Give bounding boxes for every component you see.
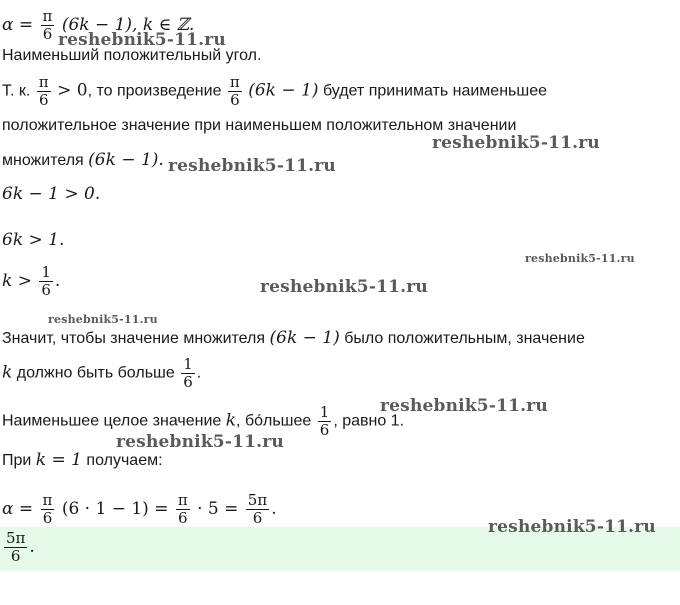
fraction-pi-6: $\frac{\pi}{6}$ <box>177 491 188 527</box>
watermark: reshebnik5-11.ru <box>525 252 635 265</box>
watermark: reshebnik5-11.ru <box>380 396 548 416</box>
answer-value: $\frac{5\pi}{6}$ . <box>6 529 35 565</box>
fraction-1-6: $\frac{1}{6}$ <box>183 355 193 391</box>
text-therefore: Значит, чтобы значение множителя (6k − 1) было положительным, значение <box>2 328 585 348</box>
inequality-6k: 6k > 1. <box>2 230 65 250</box>
fraction-pi-6: $\frac{\pi}{6}$ <box>229 73 240 109</box>
text-smallest-integer: Наименьшее целое значение k, бо́льшее $\frac{1}{6}$ , равно 1. <box>2 403 405 439</box>
fraction-pi-6: $\frac{\pi}{6}$ <box>38 73 49 109</box>
fraction-5pi-6: $\frac{5\pi}{6}$ <box>6 529 26 565</box>
fraction-pi-6: $\frac{\pi}{6}$ <box>42 7 53 43</box>
line-alpha-general: α = $\frac{\pi}{6}$ (6k − 1), k ∈ ℤ. <box>2 7 195 43</box>
watermark: reshebnik5-11.ru <box>116 432 284 452</box>
fraction-1-6: $\frac{1}{6}$ <box>319 403 330 439</box>
text-k-greater: k должно быть больше $\frac{1}{6}$ . <box>2 355 202 391</box>
watermark: reshebnik5-11.ru <box>48 313 158 326</box>
fraction-pi-6: $\frac{\pi}{6}$ <box>42 491 53 527</box>
text-positive-value: положительное значение при наименьшем положительном значении <box>2 117 517 134</box>
text-smallest-positive-angle: Наименьший положительный угол. <box>2 47 262 64</box>
inequality-k: k > $\frac{1}{6}$ . <box>2 263 61 299</box>
line-multiplier: множителя (6k − 1). <box>2 150 164 170</box>
line-alpha-calculation: α = $\frac{\pi}{6}$ (6 · 1 − 1) = $\frac{\pi}{6}$ · 5 = $\frac{5\pi}{6}$ . <box>2 491 277 527</box>
watermark: reshebnik5-11.ru <box>432 133 600 153</box>
watermark: reshebnik5-11.ru <box>168 156 336 176</box>
fraction-5pi-6: $\frac{5\pi}{6}$ <box>247 491 268 527</box>
watermark: reshebnik5-11.ru <box>58 30 226 50</box>
text-when-k-1: При k = 1 получаем: <box>2 450 163 470</box>
line-since-pi-over-6: Т. к. $\frac{\pi}{6}$ > 0, то произведение $\frac{\pi}{6}$ (6k − 1) будет принимать наименьшее <box>2 73 547 109</box>
fraction-1-6: $\frac{1}{6}$ <box>41 263 51 299</box>
watermark: reshebnik5-11.ru <box>260 277 428 297</box>
inequality-6k-1: 6k − 1 > 0. <box>2 184 101 204</box>
watermark: reshebnik5-11.ru <box>488 517 656 537</box>
